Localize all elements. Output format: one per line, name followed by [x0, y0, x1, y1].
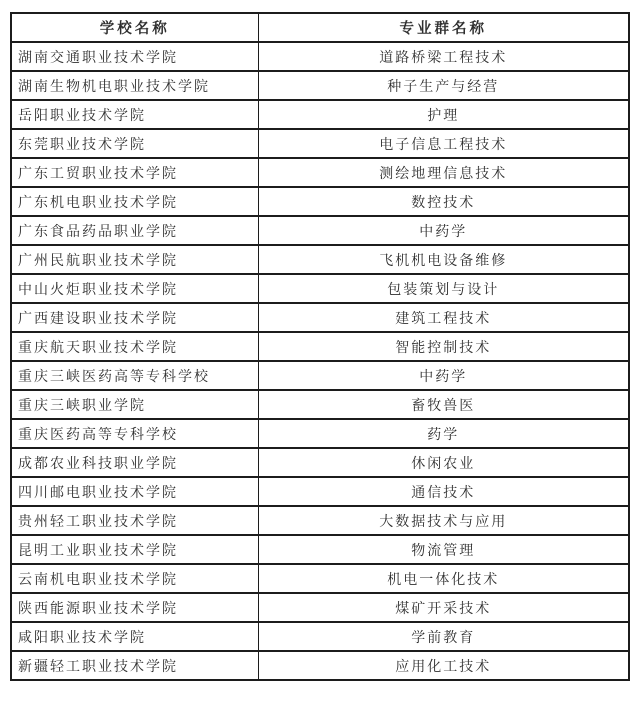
table-row [11, 100, 629, 129]
table-row [11, 245, 629, 274]
school-name-cell: 广东工贸职业技术学院 [11, 158, 258, 187]
table-row [11, 593, 629, 622]
school-name-cell: 东莞职业技术学院 [11, 129, 258, 158]
table-row [11, 42, 629, 71]
school-name-cell: 重庆三峡医药高等专科学校 [11, 361, 258, 390]
table-row [11, 477, 629, 506]
table-row [11, 158, 629, 187]
major-group-cell: 数控技术 [258, 187, 629, 216]
major-group-cell: 测绘地理信息技术 [258, 158, 629, 187]
major-group-cell: 中药学 [258, 361, 629, 390]
table-row [11, 622, 629, 651]
school-name-cell: 贵州轻工职业技术学院 [11, 506, 258, 535]
major-group-cell: 机电一体化技术 [258, 564, 629, 593]
school-name-cell: 昆明工业职业技术学院 [11, 535, 258, 564]
table-row [11, 303, 629, 332]
table-row [11, 274, 629, 303]
header-major-group-name: 专业群名称 [258, 13, 629, 42]
major-group-cell: 道路桥梁工程技术 [258, 42, 629, 71]
school-name-cell: 重庆医药高等专科学校 [11, 419, 258, 448]
school-name-cell: 重庆航天职业技术学院 [11, 332, 258, 361]
major-group-cell: 学前教育 [258, 622, 629, 651]
major-group-cell: 畜牧兽医 [258, 390, 629, 419]
table-row [11, 535, 629, 564]
table-row [11, 361, 629, 390]
table-header [11, 13, 629, 42]
school-name-cell: 四川邮电职业技术学院 [11, 477, 258, 506]
school-name-cell: 广州民航职业技术学院 [11, 245, 258, 274]
table-row [11, 564, 629, 593]
table-body [11, 42, 629, 680]
school-name-cell: 湖南生物机电职业技术学院 [11, 71, 258, 100]
school-name-cell: 湖南交通职业技术学院 [11, 42, 258, 71]
school-major-table [10, 12, 630, 681]
table-row [11, 448, 629, 477]
school-name-cell: 成都农业科技职业学院 [11, 448, 258, 477]
school-name-cell: 广东机电职业技术学院 [11, 187, 258, 216]
major-group-cell: 建筑工程技术 [258, 303, 629, 332]
table-row [11, 419, 629, 448]
major-group-cell: 种子生产与经营 [258, 71, 629, 100]
table-row [11, 506, 629, 535]
table-row [11, 651, 629, 680]
major-group-cell: 煤矿开采技术 [258, 593, 629, 622]
major-group-cell: 电子信息工程技术 [258, 129, 629, 158]
header-school-name: 学校名称 [11, 13, 258, 42]
school-name-cell: 中山火炬职业技术学院 [11, 274, 258, 303]
major-group-cell: 休闲农业 [258, 448, 629, 477]
major-group-cell: 飞机机电设备维修 [258, 245, 629, 274]
major-group-cell: 护理 [258, 100, 629, 129]
table-row [11, 187, 629, 216]
header-row [11, 13, 629, 42]
major-group-cell: 物流管理 [258, 535, 629, 564]
table-row [11, 390, 629, 419]
table-row [11, 129, 629, 158]
school-name-cell: 广西建设职业技术学院 [11, 303, 258, 332]
school-name-cell: 云南机电职业技术学院 [11, 564, 258, 593]
major-group-cell: 药学 [258, 419, 629, 448]
major-group-cell: 应用化工技术 [258, 651, 629, 680]
major-group-cell: 通信技术 [258, 477, 629, 506]
major-group-cell: 智能控制技术 [258, 332, 629, 361]
school-name-cell: 重庆三峡职业学院 [11, 390, 258, 419]
major-group-cell: 大数据技术与应用 [258, 506, 629, 535]
school-name-cell: 新疆轻工职业技术学院 [11, 651, 258, 680]
major-group-cell: 中药学 [258, 216, 629, 245]
major-group-cell: 包装策划与设计 [258, 274, 629, 303]
school-name-cell: 岳阳职业技术学院 [11, 100, 258, 129]
table-row [11, 71, 629, 100]
school-name-cell: 咸阳职业技术学院 [11, 622, 258, 651]
table-row [11, 332, 629, 361]
table-row [11, 216, 629, 245]
school-name-cell: 陕西能源职业技术学院 [11, 593, 258, 622]
school-name-cell: 广东食品药品职业学院 [11, 216, 258, 245]
